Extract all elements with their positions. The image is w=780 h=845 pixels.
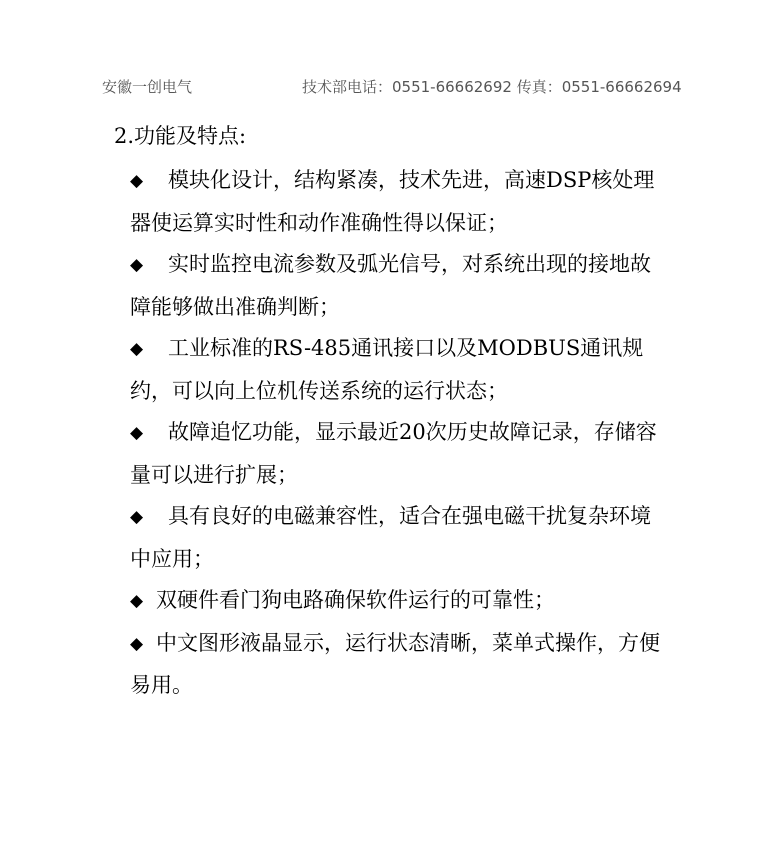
feature-list	[130, 160, 670, 707]
feature-text: 实时监控电流参数及弧光信号，对系统出现的接地故障能够做出准确判断；	[130, 252, 651, 319]
feature-text: 具有良好的电磁兼容性，适合在强电磁干扰复杂环境中应用；	[130, 504, 651, 571]
black-diamond-icon: ◆	[130, 339, 144, 359]
feature-item	[130, 412, 670, 496]
section-title: 2.功能及特点:	[114, 124, 247, 148]
feature-text: 中文图形液晶显示，运行状态清晰，菜单式操作，方便易用。	[130, 630, 660, 697]
feature-item	[130, 244, 670, 328]
feature-item	[130, 496, 670, 580]
feature-item	[130, 580, 670, 623]
header-contact-info: 技术部电话：0551-66662692 传真：0551-66662694	[302, 78, 682, 96]
feature-text: 模块化设计，结构紧凑，技术先进，高速DSP核处理器使运算实时性和动作准确性得以保证；	[130, 168, 655, 235]
black-diamond-icon: ◆	[130, 633, 144, 654]
black-diamond-icon: ◆	[130, 591, 144, 611]
feature-item	[130, 160, 670, 244]
feature-text: 故障追忆功能，显示最近20次历史故障记录，存储容量可以进行扩展；	[130, 420, 657, 487]
black-diamond-icon: ◆	[130, 507, 144, 527]
header-company-name: 安徽一创电气	[102, 78, 193, 96]
black-diamond-icon: ◆	[130, 255, 144, 275]
feature-item	[130, 623, 670, 707]
feature-text: 双硬件看门狗电路确保软件运行的可靠性；	[156, 588, 555, 612]
feature-text: 工业标准的RS-485通讯接口以及MODBUS通讯规约，可以向上位机传送系统的运行状态；	[130, 336, 644, 403]
feature-item	[130, 328, 670, 412]
black-diamond-icon: ◆	[130, 423, 144, 443]
black-diamond-icon: ◆	[130, 171, 144, 191]
page-header	[102, 76, 682, 98]
